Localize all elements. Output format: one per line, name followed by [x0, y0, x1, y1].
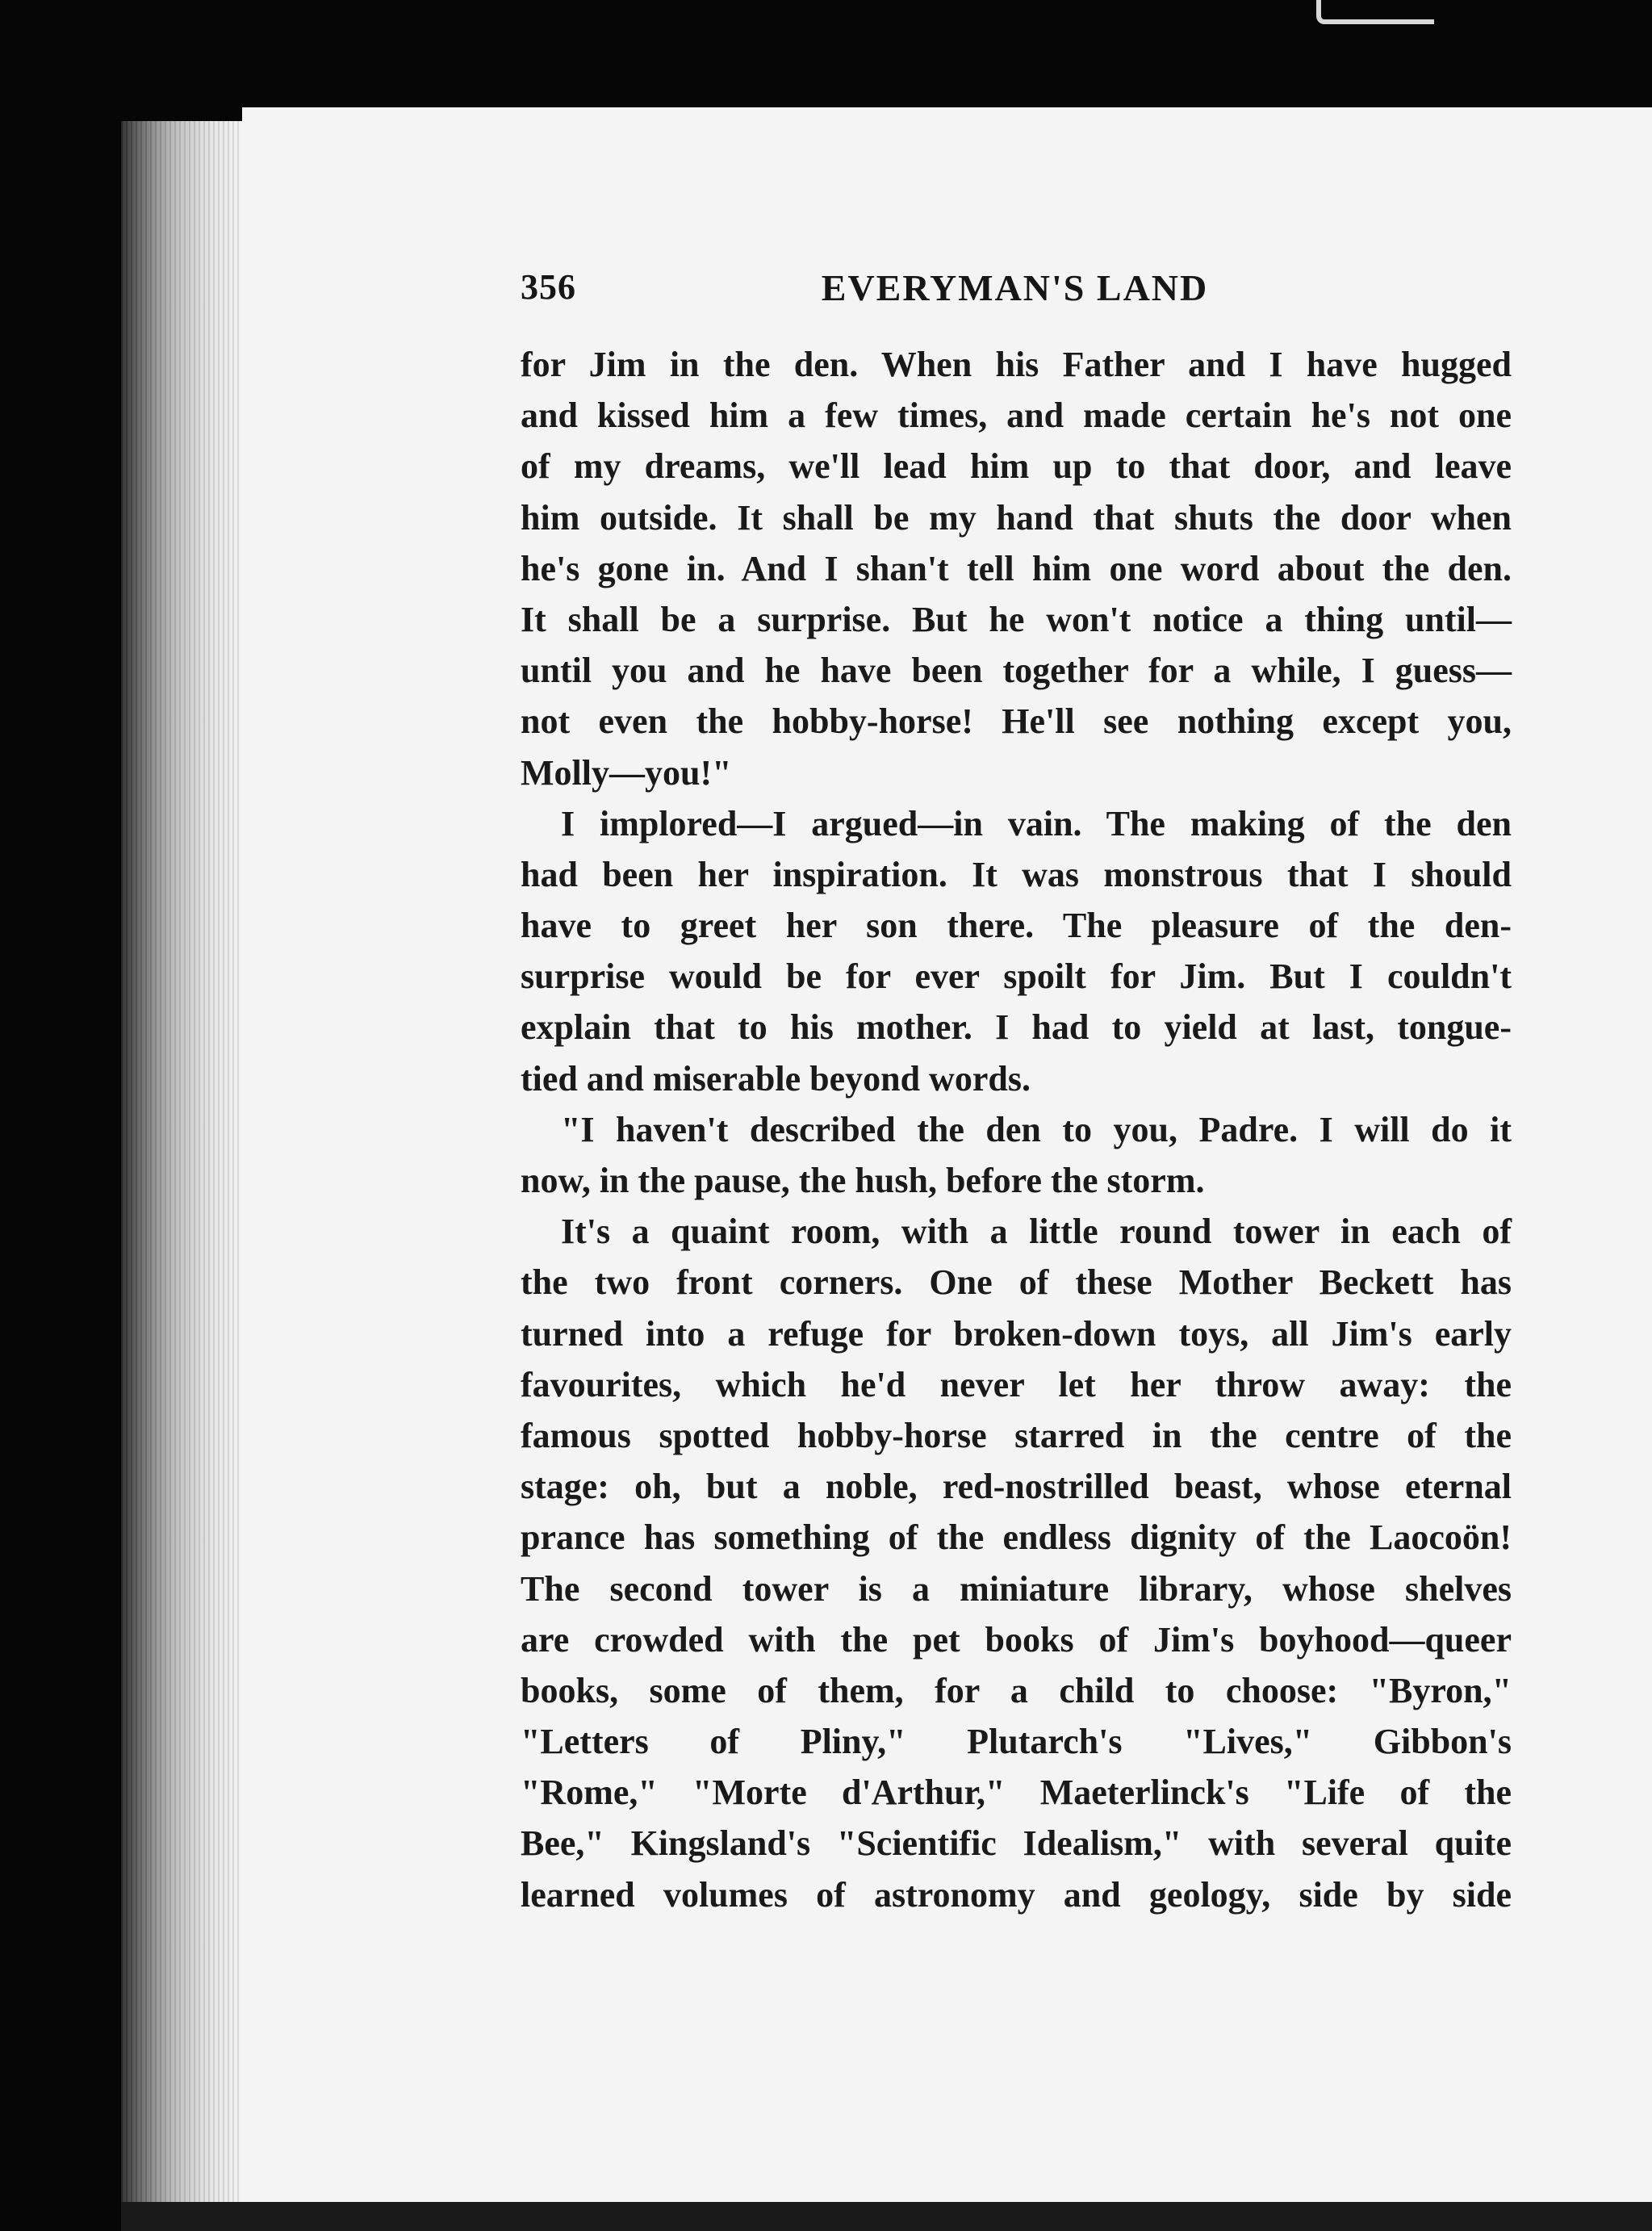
text-line: Molly—you!" — [521, 752, 732, 793]
page-number: 356 — [521, 267, 576, 307]
text-line: and kissed him a few times, and made certain he's not one — [521, 396, 1512, 436]
text-line: surprise would be for ever spoilt for Jim. But I couldn't — [521, 956, 1512, 997]
text-line: the two front corners. One of these Mother Beckett has — [521, 1262, 1512, 1303]
text-line: explain that to his mother. I had to yield at last, tongue- — [521, 1007, 1512, 1048]
page-edge-stack — [121, 121, 250, 2212]
text-line: prance has something of the endless dignity of the Laocoön! — [521, 1517, 1512, 1558]
text-line: him outside. It shall be my hand that shuts the door when — [521, 497, 1512, 538]
text-line: turned into a refuge for broken-down toys, all Jim's early — [521, 1313, 1512, 1354]
text-line: had been her inspiration. It was monstrous that I should — [521, 854, 1512, 894]
running-title: EVERYMAN'S LAND — [821, 267, 1209, 308]
paragraph-start-line: "I haven't described the den to you, Padre. I will do it — [561, 1109, 1512, 1149]
text-line: Bee," Kingsland's "Scientific Idealism," with several quite — [521, 1823, 1512, 1864]
text-line: favourites, which he'd never let her throw away: the — [521, 1364, 1512, 1404]
running-head — [521, 266, 1509, 315]
text-line: tied and miserable beyond words. — [521, 1058, 1031, 1099]
text-line: books, some of them, for a child to choose: "Byron," — [521, 1670, 1512, 1710]
paragraph-start-line: I implored—I argued—in vain. The making of the den — [561, 803, 1512, 843]
text-line: not even the hobby-horse! He'll see nothing except you, — [521, 701, 1512, 742]
text-line: The second tower is a miniature library, whose shelves — [521, 1568, 1512, 1609]
text-line: he's gone in. And I shan't tell him one word about the den. — [521, 548, 1512, 588]
text-line: until you and he have been together for a while, I guess— — [521, 651, 1512, 691]
text-line: are crowded with the pet books of Jim's boyhood—queer — [521, 1619, 1512, 1660]
paper-tab-mark — [1316, 0, 1434, 24]
text-line: stage: oh, but a noble, red-nostrilled beast, whose eternal — [521, 1467, 1512, 1507]
text-line: for Jim in the den. When his Father and I have hugged — [521, 345, 1512, 384]
text-line: famous spotted hobby-horse starred in the centre of the — [521, 1415, 1512, 1455]
text-line: of my dreams, we'll lead him up to that door, and leave — [521, 446, 1512, 487]
paragraph-start-line: It's a quaint room, with a little round tower in each of — [561, 1212, 1512, 1252]
bottom-shadow — [121, 2202, 1652, 2231]
body-text — [521, 339, 1512, 1920]
text-line: "Rome," "Morte d'Arthur," Maeterlinck's "Life of the — [521, 1773, 1512, 1813]
text-line: "Letters of Pliny," Plutarch's "Lives," Gibbon's — [521, 1722, 1512, 1762]
text-line: It shall be a surprise. But he won't notice a thing until— — [521, 599, 1512, 639]
text-line: have to greet her son there. The pleasure of the den- — [521, 906, 1512, 946]
text-line: learned volumes of astronomy and geology, side by side — [521, 1874, 1512, 1915]
text-line: now, in the pause, the hush, before the storm. — [521, 1161, 1205, 1200]
